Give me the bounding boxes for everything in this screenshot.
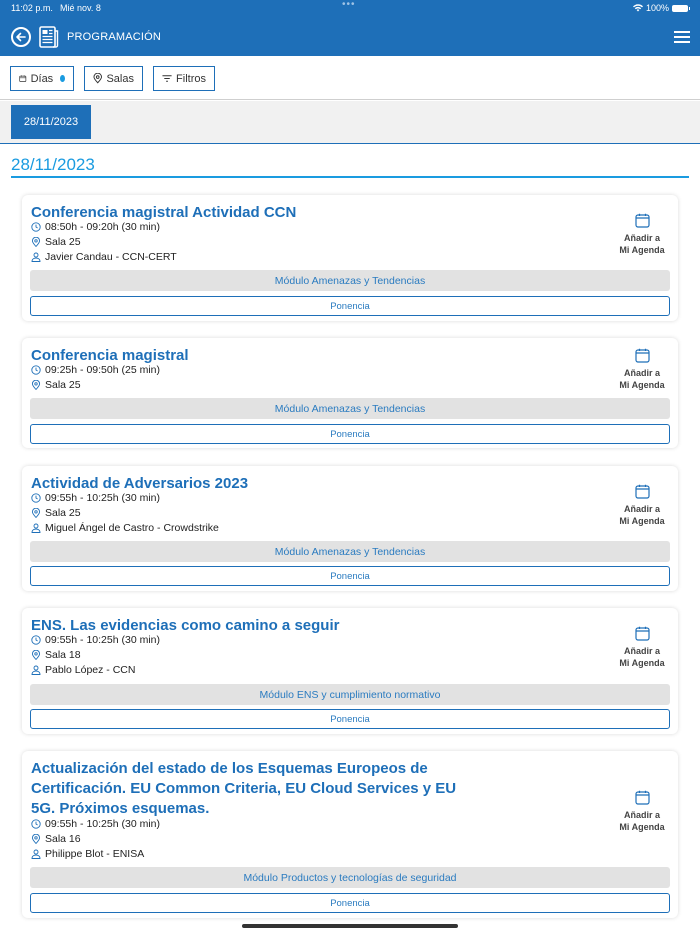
session-type-button[interactable]: Ponencia — [30, 709, 670, 729]
clock-icon — [31, 222, 41, 232]
home-indicator[interactable] — [242, 924, 458, 928]
calendar-icon — [635, 626, 650, 641]
session-card[interactable] — [22, 338, 678, 448]
session-title[interactable]: Conferencia magistral — [31, 347, 189, 364]
location-pin-icon — [31, 237, 41, 247]
calendar-icon — [635, 348, 650, 363]
module-label: Módulo Productos y tecnologías de seguridad — [30, 867, 670, 888]
session-type-button[interactable]: Ponencia — [30, 424, 670, 444]
add-to-agenda-button[interactable]: Añadir a Mi Agenda — [614, 484, 670, 527]
session-speaker: Pablo López - CCN — [45, 664, 136, 676]
session-room: Sala 25 — [45, 507, 81, 519]
add-to-agenda-button[interactable]: Añadir a Mi Agenda — [614, 213, 670, 256]
add-to-agenda-button[interactable]: Añadir a Mi Agenda — [614, 626, 670, 669]
add-to-agenda-button[interactable]: Añadir a Mi Agenda — [614, 790, 670, 833]
filters-button[interactable] — [153, 66, 215, 91]
filters-label: Filtros — [176, 72, 206, 85]
calendar-icon — [635, 790, 650, 805]
session-card[interactable] — [22, 466, 678, 591]
person-icon — [31, 849, 41, 859]
filter-bar — [0, 56, 700, 100]
clock-icon — [31, 365, 41, 375]
app-header — [0, 0, 700, 56]
calendar-icon — [19, 73, 27, 84]
session-title[interactable]: ENS. Las evidencias como camino a seguir — [31, 617, 340, 634]
date-section-heading: 28/11/2023 — [11, 155, 95, 174]
module-label: Módulo ENS y cumplimiento normativo — [30, 684, 670, 705]
multitasking-dots-icon[interactable]: ••• — [342, 0, 356, 10]
session-card[interactable] — [22, 195, 678, 321]
session-room: Sala 25 — [45, 236, 81, 248]
session-card[interactable] — [22, 751, 678, 918]
location-pin-icon — [31, 380, 41, 390]
wifi-icon — [633, 4, 643, 12]
date-tabs-bar — [0, 101, 700, 144]
module-label: Módulo Amenazas y Tendencias — [30, 541, 670, 562]
person-icon — [31, 665, 41, 675]
location-pin-icon — [93, 73, 102, 84]
session-time: 09:55h - 10:25h (30 min) — [45, 634, 160, 646]
clock-icon — [31, 635, 41, 645]
divider — [11, 176, 689, 178]
session-speaker: Miguel Ángel de Castro - Crowdstrike — [45, 522, 219, 534]
session-time: 08:50h - 09:20h (30 min) — [45, 221, 160, 233]
status-time: 11:02 p.m. — [11, 3, 53, 13]
page-title: PROGRAMACIÓN — [67, 31, 162, 43]
session-type-button[interactable]: Ponencia — [30, 296, 670, 316]
days-filter-button[interactable] — [10, 66, 74, 91]
clock-icon — [31, 493, 41, 503]
session-title[interactable]: Actividad de Adversarios 2023 — [31, 475, 249, 492]
rooms-filter-button[interactable] — [84, 66, 143, 91]
battery-icon — [672, 5, 688, 12]
person-icon — [31, 523, 41, 533]
module-label: Módulo Amenazas y Tendencias — [30, 398, 670, 419]
session-room: Sala 16 — [45, 833, 81, 845]
location-pin-icon — [31, 834, 41, 844]
session-room: Sala 25 — [45, 379, 81, 391]
filter-icon — [162, 74, 172, 83]
session-room: Sala 18 — [45, 649, 81, 661]
module-label: Módulo Amenazas y Tendencias — [30, 270, 670, 291]
add-to-agenda-button[interactable]: Añadir a Mi Agenda — [614, 348, 670, 391]
person-icon — [31, 252, 41, 262]
back-arrow-icon[interactable] — [11, 27, 31, 47]
date-tab-selected[interactable]: 28/11/2023 — [11, 105, 91, 139]
calendar-icon — [635, 213, 650, 228]
clock-icon — [31, 819, 41, 829]
status-date: Mié nov. 8 — [60, 3, 101, 13]
session-speaker: Philippe Blot - ENISA — [45, 848, 145, 860]
session-time: 09:55h - 10:25h (30 min) — [45, 492, 160, 504]
calendar-icon — [635, 484, 650, 499]
session-title[interactable]: Conferencia magistral Actividad CCN — [31, 204, 297, 221]
session-speaker: Javier Candau - CCN-CERT — [45, 251, 177, 263]
rooms-filter-label: Salas — [106, 72, 134, 85]
days-filter-label: Días — [30, 72, 54, 85]
session-card[interactable] — [22, 608, 678, 734]
battery-percent: 100% — [645, 3, 669, 13]
session-time: 09:55h - 10:25h (30 min) — [45, 818, 160, 830]
session-title[interactable]: Actualización del estado de los Esquemas Europeos de Certificación. EU Common Criteria, EU Cloud Services y EU 5G. Próximos esquemas. — [31, 760, 457, 817]
active-indicator-dot — [60, 75, 65, 82]
status-bar — [0, 0, 700, 15]
location-pin-icon — [31, 508, 41, 518]
newspaper-icon — [39, 26, 59, 48]
session-type-button[interactable]: Ponencia — [30, 893, 670, 913]
hamburger-menu-icon[interactable] — [674, 31, 690, 43]
session-type-button[interactable]: Ponencia — [30, 566, 670, 586]
session-time: 09:25h - 09:50h (25 min) — [45, 364, 160, 376]
location-pin-icon — [31, 650, 41, 660]
